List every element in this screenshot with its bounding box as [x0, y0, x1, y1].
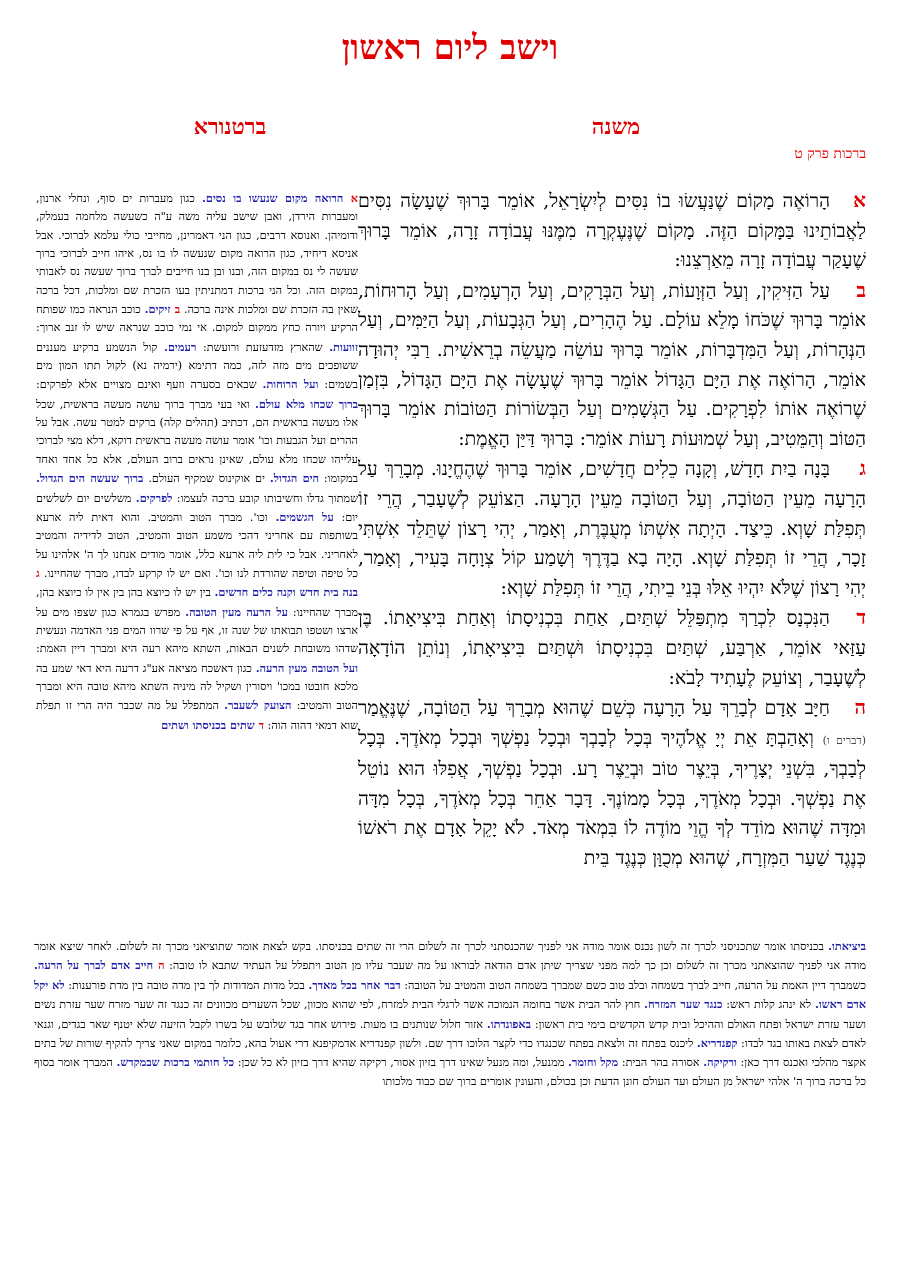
commentary-heading: דבר אחר בכל מאדך. — [308, 977, 401, 992]
chapter-reference: ברכות פרק ט — [794, 146, 866, 162]
commentary-heading: ורקיקה. — [703, 1055, 737, 1070]
commentary-heading: ועל הרוחות. — [262, 377, 319, 392]
commentary-heading: כל חותמי ברכות שבמקדש. — [116, 1055, 235, 1070]
commentary-text: לא ינהג קלות ראש: — [722, 998, 815, 1012]
bartenura-commentary-column — [36, 189, 358, 939]
commentary-section-letter: א — [343, 191, 358, 205]
mishnah-number: ה — [854, 695, 866, 720]
commentary-heading: ברוך שכחו מלא עולם. — [255, 396, 358, 411]
commentary-text: כוכב הנראה כמו שפותח הרקיע ויורה כחץ ממקום למקום. אי נמי כוכב שנראה שיש לו זנב ארוך: — [36, 303, 358, 335]
mishnah-number: ד — [856, 605, 866, 630]
commentary-text: כשמברך דיין האמת על הרעה, חייב לברך בשמחה ובלב טוב כשם שמברך בשמחה הטוב והמטיב על הטובה: — [400, 978, 866, 992]
mishnah-number: א — [853, 188, 866, 212]
mishnah-text: עַל הַזִּיקִין, וְעַל הַזְּוָעוֹת, וְעַל הַבְּרָקִים, וְעַל הָרְעָמִים, וְעַל הָרוּחוֹת, אוֹמֵר בָּרוּךְ שֶׁכֹּחוֹ מָלֵא עוֹלָם. עַל הֶהָרִים, וְעַל הַגְּבָעוֹת, וְעַל הַיַּמִּים, וְעַל הַנְּהָרוֹת, וְעַל הַמִּדְבָּרוֹת, אוֹמֵר בָּרוּךְ עוֹשֵׂה מַעֲשֵׂה בְרֵאשִׁית. רַבִּי יְהוּדָה אוֹמֵר, הָרוֹאֶה אֶת הַיָּם הַגָּדוֹל אוֹמֵר בָּרוּךְ שֶׁעָשָׂה אֶת הַיָּם הַגָּדוֹל, בִּזְמַן שֶׁרוֹאֶה אוֹתוֹ לִפְרָקִים. עַל הַגְּשָׁמִים וְעַל הַבְּשׂוֹרוֹת הַטּוֹבוֹת אוֹמֵר בָּרוּךְ הַטּוֹב וְהַמֵּטִיב, וְעַל שְׁמוּעוֹת רָעוֹת אוֹמֵר: בָּרוּךְ דַּיַּן הָאֱמֶת: — [358, 279, 866, 450]
mishnah-text: בָּנָה בַיִת חָדָשׁ, וְקָנָה כֵלִים חֲדָשִׁים, אוֹמֵר בָּרוּךְ שֶׁהֶחֱיָנוּ. מְבָרֵךְ עַל הָרָעָה מֵעֵין הַטּוֹבָה, וְעַל הַטּוֹבָה מֵעֵין הָרָעָה. הַצּוֹעֵק לְשֶׁעָבַר, הֲרֵי זוֹ תְּפִלַּת שָׁוְא. כֵּיצַד. הָיְתָה אִשְׁתּוֹ מְעֻבֶּרֶת, וְאָמַר, יְהִי רָצוֹן שֶׁתֵּלֵד אִשְׁתִּי זָכָר, הֲרֵי זוֹ תְּפִלַּת שָׁוְא. הָיָה בָא בַדֶּרֶךְ וְשָׁמַע קוֹל צְוָחָה בָּעִיר, וְאָמַר, יְהִי רָצוֹן שֶׁלֹּא יִהְיוּ אֵלּוּ בְּנֵי בֵיתִי, הֲרֵי זוֹ תְּפִלַּת שָׁוְא: — [358, 458, 866, 599]
bartenura-column-heading: ברטנורא — [193, 114, 267, 140]
commentary-text: המתפלל על מה שכבר היה הרי זו תפלת שוא דמאי דהוה הוה: — [36, 699, 358, 732]
commentary-text: בכניסתו אומר שתכניסני לכרך זה לשון נכנס אומר מודה אני לפניך שהכנסתני לכרך זה לשלום הרי זה שתים בכניסתו. בקש לצאת אומר שתוציאני מכרך זה לשלום. לאחר שיצא אומר מודה אני לפניך שהוצאתני מכרך זה לשלום וכן כך למה מפני שצריך שיתן אדם הודאה לבוראו על מה שעבר עליו מן הטוב ויתפלל על העתיד שתבא לו טובה: — [34, 940, 866, 973]
commentary-heading: ועל הטובה מעין הרעה. — [255, 660, 358, 675]
bartenura-commentary-continuation — [34, 937, 866, 1237]
commentary-text: קול הנשמע ברקיע מעננים ששופכים מים מזה לזה, כמה דתימא (ירמיה נא) לקול תתו המון מים בשמים: — [36, 340, 358, 392]
commentary-text: שהארץ מזדעזעת ורועשת: — [196, 340, 330, 354]
commentary-text: בכל מדות המדודות לך בין מדה טובה בין מדת פורענות: — [64, 978, 309, 992]
mishnah-paragraph — [358, 276, 866, 455]
commentary-heading: חייב אדם לברך על הרעה. — [34, 958, 154, 973]
commentary-heading: שתים בכניסתו ושתים — [161, 717, 255, 732]
commentary-section-letter: ג — [36, 565, 40, 580]
commentary-section-letter: ה — [153, 958, 165, 973]
commentary-text: ים אוקינוס שמקיף העולם. — [143, 472, 270, 486]
commentary-heading: הצועק לשעבר. — [224, 698, 292, 713]
commentary-text: המברך אומר בסוף כל ברכה ברוך ה' אלהי ישראל מן העולם ועד העולם חונן הדעת וכן בכולם, והעונין אומרים ברוך שם כבוד מלכותו — [34, 1056, 866, 1088]
commentary-heading: בנה בית חדש וקנה כלים חדשים. — [214, 585, 358, 600]
commentary-heading: ביציאתו. — [828, 939, 866, 953]
commentary-text: בין יש לו כיוצא בהן בין אין לו כיוצא בהן, מברך שהחיינו: — [36, 586, 358, 619]
mishnah-text: הַנִּכְנָס לִכְרַךְ מִתְפַּלֵּל שְׁתַּיִם, אַחַת בִּכְנִיסָתוֹ וְאַחַת בִּיצִיאָתוֹ. בֶּן עַזַּאי אוֹמֵר, אַרְבַּע, שְׁתַּיִם בִּכְנִיסָתוֹ וּשְׁתַּיִם בִּיצִיאָתוֹ, וְנוֹתֵן הוֹדָאָה לְשֶׁעָבַר, וְצוֹעֵק לֶעָתִיד לָבֹא: — [358, 607, 866, 689]
commentary-section-letter: ד — [254, 717, 264, 732]
mishnah-paragraph — [358, 693, 866, 874]
commentary-heading: הים הגדול. — [269, 471, 319, 486]
mishnah-paragraph — [358, 603, 866, 693]
mishnah-number: ג — [859, 456, 866, 481]
commentary-text: שמתוך גדלו וחשיבותו קובע ברכה לעצמו: — [172, 491, 358, 505]
commentary-section-letter: ב — [170, 302, 181, 317]
commentary-heading: קפנדריא. — [696, 1036, 738, 1051]
commentary-heading: לפרקים. — [135, 490, 173, 505]
mishnah-paragraph — [358, 454, 866, 603]
commentary-text: ואי בעי מברך ברוך עושה מעשה בראשית, שכל אלו מעשה בראשית הם, דכתיב (תהלים קלה) ברקים למטר עשה. אבל על ההרים ועל הגבעות וכו' אומר עושה מעשה בראשית דוקא, דלא מצי לברוכי עלייהו שכחו מלא עולם, שאינן נראים ברוב העולם, אלא כל אחד ואחד במקומו: — [36, 397, 358, 486]
commentary-heading: מקל וחומר. — [567, 1055, 619, 1070]
commentary-heading: על הרעה מעין הטובה. — [185, 604, 288, 619]
commentary-heading: זיקים. — [144, 302, 171, 317]
commentary-text: מפרש בגמרא כגון שצפו מים על ארצו ושטפו תבואתו של שנה זו, אף על פי שרוו המים פני האדמה ונעשית שדהו משובחת לשנים הבאות, השתא מיהא רעה היא ומברך דיין האמת: — [36, 605, 358, 656]
mishnah-text: הָרוֹאֶה מָקוֹם שֶׁנַּעֲשׂוּ בוֹ נִסִּים לְיִשְׂרָאֵל, אוֹמֵר בָּרוּךְ שֶׁעָשָׂה נִסִּים לַאֲבוֹתֵינוּ בַּמָּקוֹם הַזֶּה. מָקוֹם שֶׁנֶּעֶקְרָה מִמֶּנּוּ עֲבוֹדָה זָרָה, אוֹמֵר בָּרוּךְ שֶׁעָקַר עֲבוֹדָה זָרָה מֵאַרְצֵנוּ: — [358, 190, 866, 272]
commentary-heading: רעמים. — [164, 339, 197, 354]
commentary-text: אזור חלול שנותנים בו מעות. פירוש אחר בגד שלובש על בשרו לקבל הזיעה שלא יטנף שאר בגדים, וגנאי לאדם לצאת באותו בגד לבדו: — [34, 1017, 866, 1051]
mishnah-paragraph — [358, 186, 866, 276]
commentary-heading: ברוך שעשה הים הגדול. — [36, 471, 144, 486]
mishnah-text-column — [358, 186, 866, 928]
mishnah-column-heading: משנה — [591, 114, 641, 140]
commentary-text: ליכנס בפתח זה ולצאת בפתח שכנגדו כדי לקצר הלוכו דרך שם. ולשון קפנדריא אדמקיפנא דרי אעול בהא, כלומר במקום שאני צריך להקיף שורות של בתים אקצר מהלכי ואכנס דרך כאן: — [34, 1037, 866, 1070]
commentary-heading: הרואה מקום שנעשו בו נסים. — [201, 191, 344, 205]
commentary-text: כגון דאשכח מציאה אע"ג דרעה היא דאי שמע בה מלכא חובטו במכו' ויסורין ושקיל לה מיניה השתא מיהא טובה היא ומברך הטוב והמטיב: — [36, 661, 358, 713]
commentary-text: משלשים יום לשלשים יום: — [36, 491, 358, 524]
commentary-heading: על הגשמים. — [275, 509, 334, 524]
page-title: וישב ליום ראשון — [341, 28, 559, 68]
commentary-text: אסורה בהר הבית: — [618, 1056, 704, 1070]
commentary-heading: כנגד שער המזרח. — [644, 997, 723, 1012]
commentary-text: וכו'. מברך הטוב והמטיב. והוא דאית ליה ארעא בשותפות עם אחריני דהכי משמע הטוב והמטיב, הטוב לדידיה והמטיב לאחריני. אבל כי לית ליה ארעא כלל, אומר מודים אנחנו לך ה' אלהינו על כל טיפה וטיפה שהורדת לנו וכו'. ואם יש לו קרקע לבדו, מברך שהחיינו. — [36, 510, 358, 580]
mishnah-text: וְאָהַבְתָּ אֵת יְיָ אֱלֹהֶיךָ בְּכָל לְבָבְךָ וּבְכָל נַפְשְׁךָ וּבְכָל מְאֹדֶךָ. בְּכָל לְבָבְךָ, בִּשְׁנֵי יְצָרֶיךָ, בְּיֵצֶר טוֹב וּבְיֵצֶר רָע. וּבְכָל נַפְשְׁךָ, אֲפִלּוּ הוּא נוֹטֵל אֶת נַפְשְׁךָ. וּבְכָל מְאֹדֶךָ, בְּכָל מָמוֹנֶךָ. דָּבָר אַחֵר בְּכָל מְאֹדֶךָ, בְּכָל מִדָּה וּמִדָּה שֶׁהוּא מוֹדֵד לְךָ הֱוֵי מוֹדֶה לוֹ בִּמְאֹד מְאֹד. לֹא יָקֵל אָדָם אֶת רֹאשׁוֹ כְּנֶגֶד שַׁעַר הַמִּזְרָח, שֶׁהוּא מְכֻוָּן כְּנֶגֶד בֵּית — [358, 726, 866, 870]
verse-reference: (דברים ו) — [822, 733, 866, 747]
mishnah-text: חַיָּב אָדָם לְבָרֵךְ עַל הָרָעָה כְּשֵׁם שֶׁהוּא מְבָרֵךְ עַל הַטּוֹבָה, שֶׁנֶּאֱמַר — [358, 697, 830, 720]
commentary-text: כגון מעברות ים סוף, ונחלי ארנון, ומעברות הירדן, ואבן שישב עליה משה ע"ה כשעשה מלחמה בעמלק, ודומיהן. ואנוסא דרבים, כגון הני דאמרינן, מחייבי כולי עלמא לברוכי. אבל אניסא דיחיד, כגון הרואה מקום שנעשה לו בו נס, איהו חייב לברוכי ברוך שעשה לי נס במקום הזה, ובנו ובן בנו חייבים לברך ברוך שעשה נס לאבותי במקום הזה. וכל הני ברכות דמתניתין בעו הזכרת שם ומלכות, דכל ברכה שאין בה הזכרת שם ומלכות אינה ברכה. — [36, 192, 358, 317]
commentary-text: ממנעל, ומה מנעל שאינו דרך בזיון אסור, רקיקה שהיא דרך בזיון לא כל שכן: — [234, 1056, 568, 1070]
mishnah-number: ב — [856, 277, 866, 302]
commentary-text: חוץ להר הבית אשר בחומה הנמוכה אשר לרגלי הבית למזרח, לפי שהוא מכוון, שכל השערים מכוונים זה כנגד זה שער מזרח שער עזרת נשים ושער עזרת ישראל ופתח האולם וההיכל ובית קדש הקדשים בימי בית ראשון: — [34, 998, 866, 1031]
commentary-heading: לא יקל אדם ראשו. — [34, 977, 866, 1012]
commentary-heading: זוועות. — [329, 339, 358, 354]
commentary-heading: באפונדתו. — [486, 1016, 531, 1031]
commentary-text: שבאים בסערה וזעף ואינם מצויים אלא לפרקים: — [36, 378, 263, 392]
